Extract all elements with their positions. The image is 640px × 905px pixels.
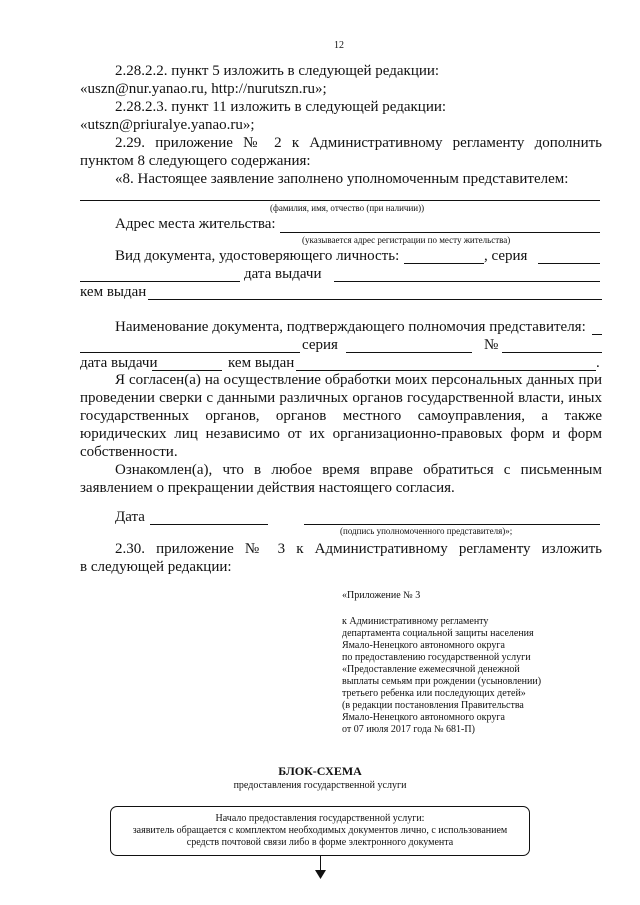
number-blank-2 bbox=[502, 352, 602, 353]
appendix-line: Ямало-Ненецкого автономного округа bbox=[342, 640, 505, 651]
box-line-3: средств почтовой связи либо в форме электронного документа bbox=[186, 837, 454, 848]
authority-doc-blank-1 bbox=[592, 334, 602, 335]
series-label: , серия bbox=[484, 248, 528, 264]
consent-line-5: собственности. bbox=[80, 444, 178, 460]
identity-doc-blank bbox=[404, 263, 484, 264]
issue-date-label: дата выдачи bbox=[244, 266, 322, 282]
appendix-line: от 07 июля 2017 года № 681-П) bbox=[342, 724, 475, 735]
number-blank bbox=[80, 281, 240, 282]
paragraph-2-29: 2.29. приложение № 2 к Административному регламенту дополнить bbox=[115, 135, 602, 151]
appendix-line: департамента социальной защиты населения bbox=[342, 628, 534, 639]
appendix-line: третьего ребенка или последующих детей» bbox=[342, 688, 526, 699]
consent-line-1: Я согласен(а) на осуществление обработки моих персональных данных при bbox=[115, 372, 602, 388]
paragraph-2-28-2-2: 2.28.2.2. пункт 5 изложить в следующей редакции: bbox=[115, 63, 440, 79]
email-line-2: «utszn@priuralye.yanao.ru»; bbox=[80, 117, 255, 133]
issued-by-label-2: кем выдан bbox=[228, 355, 295, 371]
authority-doc-blank-2 bbox=[80, 352, 300, 353]
flowchart-start-box bbox=[110, 806, 530, 856]
address-caption: (указывается адрес регистрации по месту жительства) bbox=[302, 235, 511, 245]
appendix-title: «Приложение № 3 bbox=[342, 590, 421, 601]
paragraph-2-28-2-3: 2.28.2.3. пункт 11 изложить в следующей редакции: bbox=[115, 99, 447, 115]
informed-line-2: заявлением о прекращении действия настоящего согласия. bbox=[80, 480, 455, 496]
paragraph-2-29-cont: пунктом 8 следующего содержания: bbox=[80, 153, 311, 169]
date-label: Дата bbox=[115, 509, 145, 525]
appendix-line: к Административному регламенту bbox=[342, 616, 489, 627]
consent-line-4: юридических лиц независимо от их организационно-правовых форм и форм bbox=[80, 426, 602, 442]
signature-blank bbox=[304, 524, 600, 525]
consent-line-2: проведении сверки с данными различных органов государственной власти, иных bbox=[80, 390, 602, 406]
scheme-subtitle: предоставления государственной услуги bbox=[233, 780, 407, 791]
signature-caption: (подпись уполномоченного представителя)»; bbox=[340, 526, 513, 536]
flow-arrow-head-icon bbox=[315, 870, 326, 879]
box-line-2: заявитель обращается с комплектом необходимых документов лично, с использованием bbox=[132, 825, 508, 836]
consent-line-3: государственных органов, органов местного самоуправления, а также bbox=[80, 408, 602, 424]
paragraph-2-30: 2.30. приложение № 3 к Административному регламенту изложить bbox=[115, 541, 602, 557]
address-label: Адрес места жительства: bbox=[115, 216, 276, 232]
box-line-1: Начало предоставления государственной услуги: bbox=[215, 813, 425, 824]
period: . bbox=[596, 355, 600, 371]
appendix-line: Ямало-Ненецкого автономного округа bbox=[342, 712, 505, 723]
series-blank bbox=[538, 263, 600, 264]
fio-caption: (фамилия, имя, отчество (при наличии)) bbox=[270, 203, 425, 213]
appendix-line: по предоставлению государственной услуги bbox=[342, 652, 531, 663]
authority-doc-label: Наименование документа, подтверждающего полномочия представителя: bbox=[115, 319, 586, 335]
identity-doc-label: Вид документа, удостоверяющего личность: bbox=[115, 248, 400, 264]
appendix-line: выплаты семьям при рождении (усыновлении) bbox=[342, 676, 542, 687]
issue-date-blank bbox=[334, 281, 600, 282]
item-8-line: «8. Настоящее заявление заполнено уполномоченным представителем: bbox=[115, 171, 569, 187]
series-label-2: серия bbox=[302, 337, 338, 353]
informed-line-1: Ознакомлен(а), что в любое время вправе обратиться с письменным bbox=[115, 462, 602, 478]
address-blank-line bbox=[280, 232, 600, 233]
email-url-line-1: «uszn@nur.yanao.ru, http://nurutszn.ru»; bbox=[80, 81, 327, 97]
number-sign: № bbox=[484, 337, 499, 353]
appendix-line: «Предоставление ежемесячной денежной bbox=[342, 664, 520, 675]
page-number: 12 bbox=[334, 40, 344, 51]
date-blank bbox=[150, 524, 268, 525]
appendix-text bbox=[342, 616, 541, 736]
paragraph-2-30-cont: в следующей редакции: bbox=[80, 559, 232, 575]
fio-blank-line bbox=[80, 200, 600, 201]
issue-date-label-2: дата выдачи bbox=[80, 355, 158, 371]
appendix-line: (в редакции постановления Правительства bbox=[342, 700, 524, 711]
scheme-title: БЛОК-СХЕМА bbox=[278, 764, 362, 778]
issued-by-label: кем выдан bbox=[80, 284, 147, 300]
issued-by-blank bbox=[148, 299, 602, 300]
series-blank-2 bbox=[346, 352, 472, 353]
